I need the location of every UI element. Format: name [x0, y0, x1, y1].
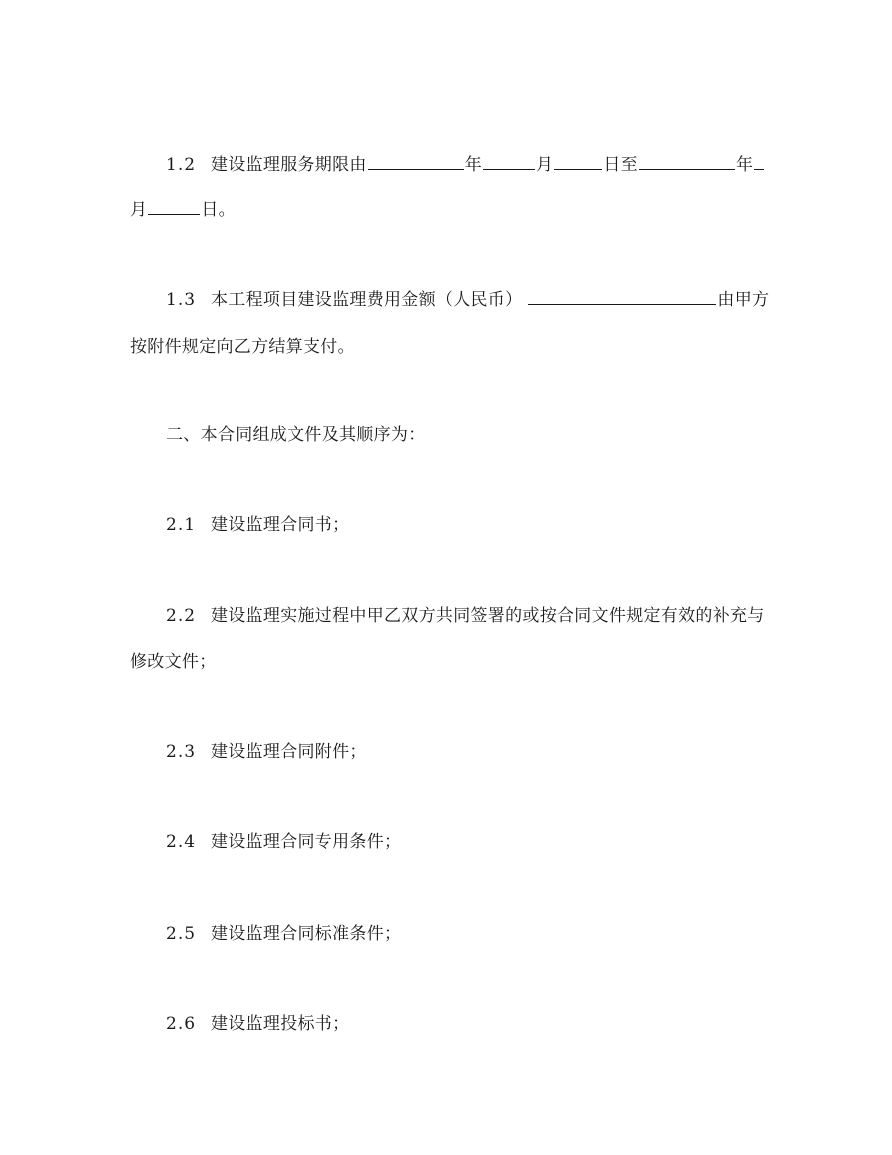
- clause-1-3-line-2: [130, 335, 355, 359]
- clause-text-cont: 由甲方: [717, 290, 770, 310]
- month-label: 月: [130, 200, 148, 220]
- day-to-label: 日至: [603, 155, 638, 175]
- list-item: [166, 1012, 349, 1036]
- list-item: [166, 830, 401, 854]
- blank-end-month-start: [754, 152, 764, 170]
- clause-1-2-line-1: [166, 152, 765, 177]
- clause-number: 1.3: [166, 290, 197, 310]
- blank-end-day: [148, 197, 200, 215]
- list-item: [166, 922, 401, 946]
- list-item: [166, 513, 349, 537]
- day-label: 日。: [201, 200, 236, 220]
- item-number: 2.4: [166, 832, 197, 852]
- item-text-cont: 修改文件；: [130, 652, 217, 672]
- year-label: 年: [464, 155, 483, 175]
- blank-start-day: [554, 152, 602, 170]
- item-text: 建设监理投标书；: [211, 1014, 350, 1034]
- blank-end-year: [639, 152, 735, 170]
- blank-start-month: [483, 152, 535, 170]
- item-text: 建设监理合同标准条件；: [211, 924, 402, 944]
- clause-1-2-line-2: [130, 197, 236, 222]
- item-text: 建设监理合同专用条件；: [211, 832, 402, 852]
- year-label: 年: [735, 155, 754, 175]
- clause-number: 1.2: [166, 155, 197, 175]
- item-text: 建设监理合同书；: [211, 515, 350, 535]
- item-number: 2.6: [166, 1014, 197, 1034]
- blank-fee-amount: [528, 287, 716, 305]
- list-item: [166, 740, 367, 764]
- section-2-heading: [166, 423, 426, 447]
- item-number: 2.2: [166, 606, 197, 626]
- blank-start-year: [368, 152, 464, 170]
- item-number: 2.3: [166, 742, 197, 762]
- month-label: 月: [536, 155, 554, 175]
- item-number: 2.1: [166, 515, 197, 535]
- item-text: 建设监理合同附件；: [211, 742, 367, 762]
- item-text: 建设监理实施过程中甲乙双方共同签署的或按合同文件规定有效的补充与: [211, 606, 765, 626]
- clause-text: 本工程项目建设监理费用金额（人民币）: [211, 290, 523, 310]
- clause-text: 按附件规定向乙方结算支付。: [130, 337, 355, 357]
- list-item: [166, 604, 765, 628]
- clause-1-3-line-1: [166, 287, 769, 312]
- item-number: 2.5: [166, 924, 197, 944]
- list-item-continuation: [130, 650, 217, 674]
- clause-text: 建设监理服务期限由: [211, 155, 367, 175]
- section-heading-text: 二、本合同组成文件及其顺序为：: [166, 425, 426, 445]
